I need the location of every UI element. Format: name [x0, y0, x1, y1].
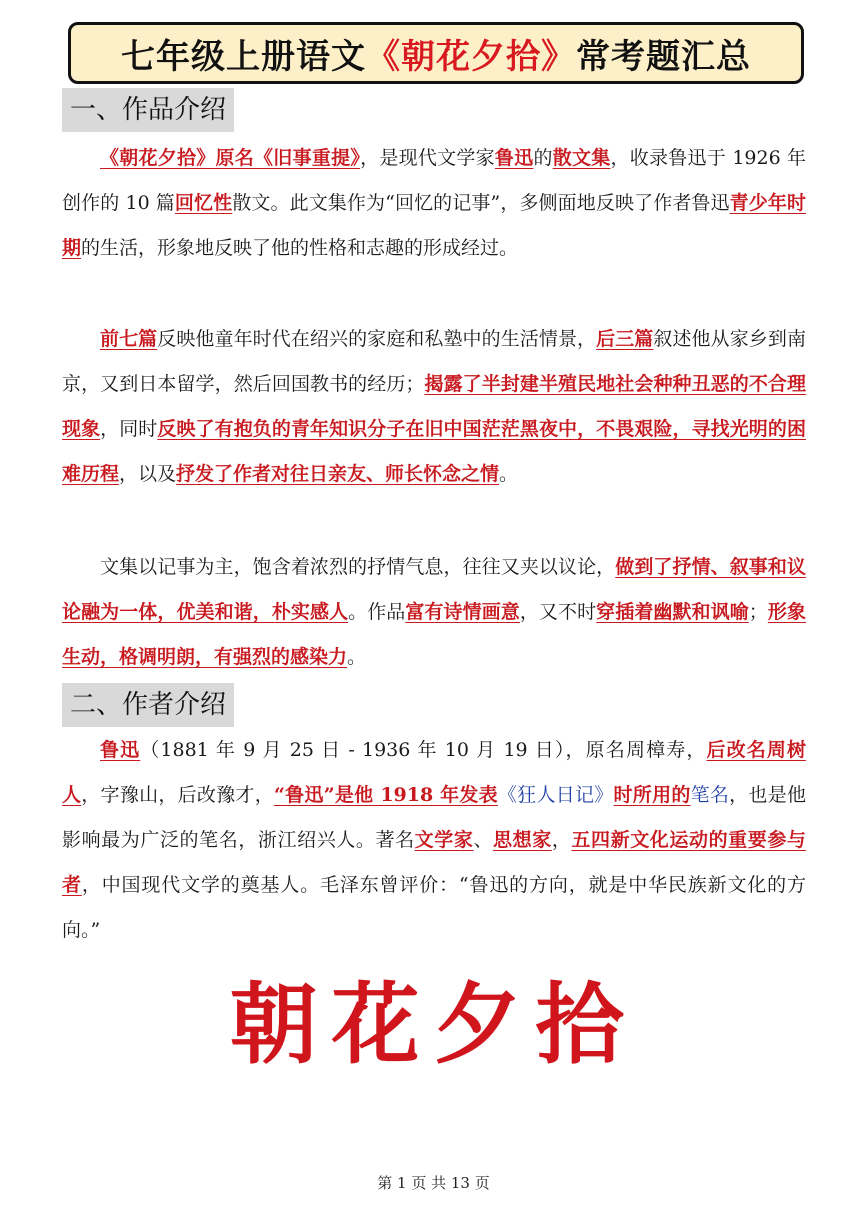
text: 。作品 [348, 601, 406, 623]
title-suffix: 常考题汇总 [576, 36, 751, 77]
paragraph-author-intro [62, 728, 806, 953]
text-highlight: 鲁迅 [494, 147, 534, 169]
text-highlight: 前七篇 [100, 328, 158, 350]
paragraph-work-structure [62, 317, 806, 497]
text: （1881 年 9 月 25 日 - 1936 年 10 月 19 日），原名周樟寿， [140, 739, 707, 761]
text: ， [551, 829, 572, 851]
text-blue: 笔名 [690, 784, 730, 806]
text: 文集以记事为主，饱含着浓烈的抒情气息，往往又夹以议论， [100, 556, 616, 578]
text-highlight: 思想家 [493, 829, 552, 851]
text: ，是现代文学家 [360, 147, 495, 169]
text: 叙述他从家乡到南京，又到日本留学，然后回国教书的经历； [62, 328, 806, 395]
text-highlight: 后三篇 [596, 328, 654, 350]
title-book: 《朝花夕拾》 [366, 36, 576, 77]
text-highlight: 后改名周树人 [62, 739, 806, 806]
text: ，又不时 [519, 601, 597, 623]
section-heading-work: 一、作品介绍 [62, 88, 234, 132]
text: 、 [473, 829, 494, 851]
text-highlight: 回忆性 [174, 192, 233, 214]
text-highlight: 抒发了作者对往日亲友、师长怀念之情 [176, 463, 500, 485]
section-heading-author: 二、作者介绍 [62, 683, 234, 727]
text: ； [748, 601, 768, 623]
text-highlight: 散文集 [552, 147, 611, 169]
text: 的 [533, 147, 553, 169]
text-highlight: 穿插着幽默和讽喻 [596, 601, 749, 623]
text-highlight: 鲁迅 [100, 739, 141, 761]
page-title [68, 22, 804, 84]
text-highlight: 做到了抒情、叙事和议论融为一体，优美和谐，朴实感人 [62, 556, 806, 623]
text-highlight: 青少年时期 [62, 192, 806, 259]
text-highlight: “鲁迅”是他 1918 年发表 [273, 784, 498, 806]
text-highlight: 文学家 [414, 829, 474, 851]
paragraph-work-intro [62, 136, 806, 271]
text: 的生活，形象地反映了他的性格和志趣的形成经过。 [81, 237, 519, 259]
text-blue: 《狂人日记》 [497, 784, 614, 806]
text: ，也是他影响最为广泛的笔名，浙江绍兴人。著名 [62, 784, 806, 851]
text-highlight: 时所用的 [613, 784, 691, 806]
text-highlight: 五四新文化运动的重要参与者 [62, 829, 806, 896]
text: 。 [499, 463, 519, 485]
paragraph-work-style [62, 545, 806, 680]
text: ，字豫山，后改豫才， [81, 784, 274, 806]
decorative-book-title: 朝花夕拾 [229, 973, 638, 1076]
text: ，同时 [100, 418, 158, 440]
text: 。 [347, 646, 367, 668]
text: ，中国现代文学的奠基人。毛泽东曾评价：“鲁迅的方向，就是中华民族新文化的方向。” [62, 874, 806, 941]
text: 散文。此文集作为“回忆的记事”，多侧面地反映了作者鲁迅 [232, 192, 730, 214]
title-prefix: 七年级上册语文 [121, 36, 366, 77]
text-highlight: 反映了有抱负的青年知识分子在旧中国茫茫黑夜中，不畏艰险，寻找光明的困难历程 [62, 418, 806, 485]
text-highlight: 《朝花夕拾》原名《旧事重提》 [100, 147, 361, 169]
page-number: 第 1 页 共 13 页 [377, 1174, 490, 1192]
text-highlight: 富有诗情画意 [405, 601, 520, 623]
text: ，以及 [119, 463, 177, 485]
text: 反映他童年时代在绍兴的家庭和私塾中的生活情景， [157, 328, 597, 350]
text-highlight: 揭露了半封建半殖民地社会种种丑恶的不合理现象 [62, 373, 806, 440]
text-highlight: 形象生动，格调明朗，有强烈的感染力 [62, 601, 806, 668]
text: ，收录鲁迅于 1926 年创作的 10 篇 [62, 147, 806, 214]
